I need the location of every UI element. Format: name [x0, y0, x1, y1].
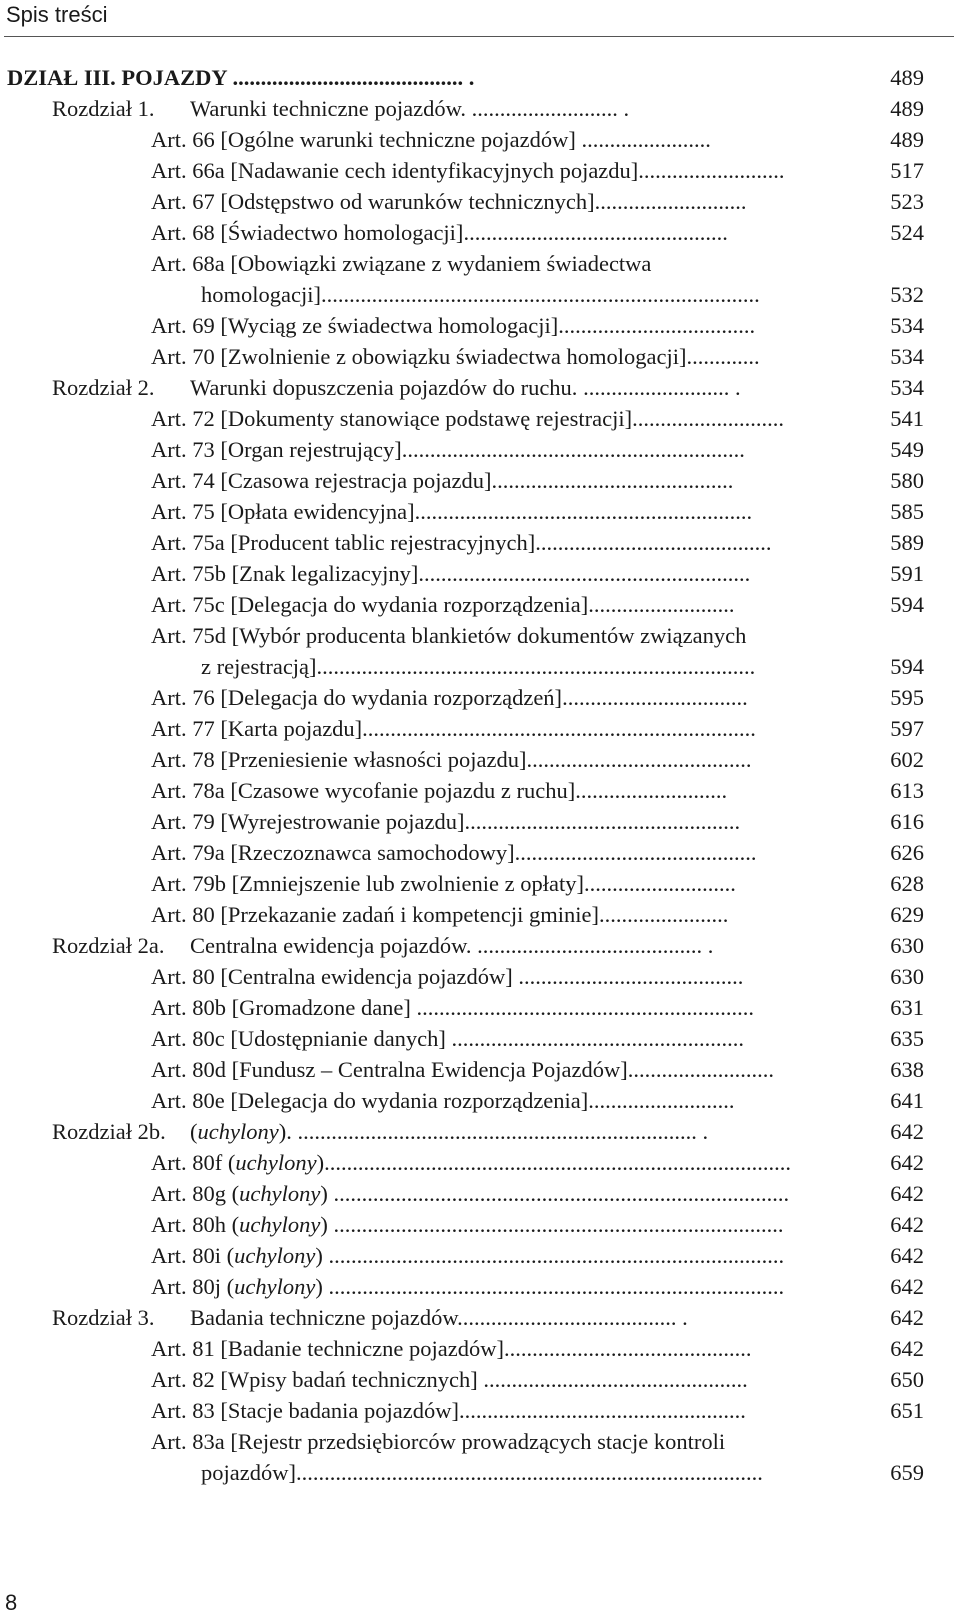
entry-text: pojazdów] — [201, 1460, 296, 1485]
toc-entry-row — [0, 1457, 960, 1488]
page-ref: 534 — [890, 375, 924, 400]
chapter-label: Rozdział 2b. — [52, 1119, 166, 1144]
entry-text: Art. 66a [Nadawanie cech identyfikacyjnych pojazdu] — [151, 158, 639, 183]
toc-entry-title — [151, 124, 711, 155]
page-ref: 638 — [890, 1057, 924, 1082]
leader-dots: ........................................ . — [471, 933, 714, 958]
page-ref: 613 — [890, 778, 924, 803]
entry-text: Art. 80h (uchylony) — [151, 1212, 328, 1237]
page-ref: 585 — [890, 499, 924, 524]
entry-text: Art. 73 [Organ rejestrujący] — [151, 437, 402, 462]
toc-entry-row — [0, 868, 960, 899]
toc-entry-title — [151, 620, 746, 651]
toc-entry-title — [151, 465, 733, 496]
leader-dots: ....................... — [598, 902, 729, 927]
leader-dots: ............................................................. — [401, 437, 745, 462]
leader-dots: .......................... — [627, 1057, 775, 1082]
toc-entry-title — [151, 1364, 748, 1395]
entry-text: Art. 77 [Karta pojazdu] — [151, 716, 363, 741]
leader-dots: ...................................... . — [462, 1305, 688, 1330]
leader-dots: ................................... — [558, 313, 756, 338]
page-ref: 650 — [890, 1367, 924, 1392]
page-ref: 659 — [890, 1460, 924, 1485]
page-ref: 541 — [890, 406, 924, 431]
leader-dots: ................................................... — [459, 1398, 746, 1423]
toc-entry-title — [151, 1085, 735, 1116]
toc-entry-title — [52, 1116, 708, 1147]
leader-dots: ........................... — [594, 189, 747, 214]
leader-dots: ........................................ — [512, 964, 744, 989]
toc-entry-row — [0, 558, 960, 589]
entry-text: Art. 75 [Opłata ewidencyjna] — [151, 499, 415, 524]
toc-entry-row — [0, 1364, 960, 1395]
toc-entry-row — [0, 837, 960, 868]
toc-chapter-row — [0, 1116, 960, 1147]
leader-dots: ....................................................................... . — [291, 1119, 709, 1144]
page-ref: 642 — [890, 1181, 924, 1206]
entry-text: Art. 79a [Rzeczoznawca samochodowy] — [151, 840, 515, 865]
toc-entry-title — [151, 155, 785, 186]
toc-entry-row — [0, 279, 960, 310]
toc-entry-row — [0, 775, 960, 806]
entry-text: Art. 75b [Znak legalizacyjny] — [151, 561, 419, 586]
entry-text: Art. 81 [Badanie techniczne pojazdów] — [151, 1336, 504, 1361]
toc-entry-title — [151, 341, 760, 372]
leader-dots: ............................................ — [503, 1336, 752, 1361]
page-ref: 524 — [890, 220, 924, 245]
entry-text: DZIAŁ III. POJAZDY — [7, 65, 227, 90]
toc-entry-row — [0, 217, 960, 248]
entry-text: Art. 83 [Stacje badania pojazdów] — [151, 1398, 460, 1423]
leader-dots: ........................... — [575, 778, 728, 803]
toc-chapter-row — [0, 93, 960, 124]
entry-text: Art. 75d [Wybór producenta blankietów dokumentów związanych — [151, 623, 747, 648]
page-ref: 534 — [890, 313, 924, 338]
entry-text: Art. 80g (uchylony) — [151, 1181, 328, 1206]
page-ref: 595 — [890, 685, 924, 710]
toc-entry-row — [0, 899, 960, 930]
toc-entry-row — [0, 310, 960, 341]
toc-entry-title — [52, 372, 741, 403]
toc-entry-title — [151, 496, 752, 527]
leader-dots: ........................................ — [526, 747, 752, 772]
toc-entry-row — [0, 1240, 960, 1271]
entry-text: Badania techniczne pojazdów. — [190, 1305, 463, 1330]
entry-text: Art. 78a [Czasowe wycofanie pojazdu z ruchu] — [151, 778, 576, 803]
leader-dots: ............................................................ — [410, 995, 755, 1020]
leader-dots: .......................... — [588, 1088, 735, 1113]
toc-entry-title — [151, 961, 743, 992]
toc-entry-title — [151, 1209, 783, 1240]
page-ref: 642 — [890, 1336, 924, 1361]
toc-entry-row — [0, 620, 960, 651]
leader-dots: ............................................................ — [414, 499, 753, 524]
toc-entry-title — [151, 186, 747, 217]
leader-dots: ................................................................................... — [324, 1150, 791, 1175]
toc-entry-title — [151, 1054, 774, 1085]
entry-text: Art. 80 [Przekazanie zadań i kompetencji gminie] — [151, 902, 599, 927]
page-ref: 589 — [890, 530, 924, 555]
page-ref: 532 — [890, 282, 924, 307]
leader-dots: ................................................................................. — [327, 1181, 790, 1206]
toc-entry-title — [151, 713, 756, 744]
toc-entry-title — [151, 1395, 746, 1426]
entry-text: Art. 80d [Fundusz – Centralna Ewidencja Pojazdów] — [151, 1057, 628, 1082]
entry-text: Art. 79b [Zmniejszenie lub zwolnienie z opłaty] — [151, 871, 584, 896]
entry-text: Art. 69 [Wyciąg ze świadectwa homologacji] — [151, 313, 559, 338]
toc-entry-title — [151, 1023, 744, 1054]
entry-text: Art. 80b [Gromadzone dane] — [151, 995, 411, 1020]
page-ref: 534 — [890, 344, 924, 369]
toc-entry-row — [0, 589, 960, 620]
entry-text: Art. 80e [Delegacja do wydania rozporządzenia] — [151, 1088, 589, 1113]
entry-text: homologacji] — [201, 282, 321, 307]
toc-entry-title — [151, 1178, 789, 1209]
toc-entry-title — [151, 1147, 791, 1178]
toc-entry-row — [0, 124, 960, 155]
page-ref: 597 — [890, 716, 924, 741]
page-ref: 642 — [890, 1243, 924, 1268]
leader-dots: ........................................... — [491, 468, 734, 493]
entry-text: Art. 75a [Producent tablic rejestracyjnych] — [151, 530, 536, 555]
toc-chapter-row — [0, 372, 960, 403]
toc-entry-title — [151, 527, 771, 558]
entry-text: Art. 75c [Delegacja do wydania rozporządzenia] — [151, 592, 589, 617]
page-ref: 651 — [890, 1398, 924, 1423]
entry-text: Art. 83a [Rejestr przedsiębiorców prowadzących stacje kontroli — [151, 1429, 726, 1454]
entry-text: Art. 67 [Odstępstwo od warunków technicznych] — [151, 189, 595, 214]
leader-dots: .................................................... — [445, 1026, 745, 1051]
toc-chapter-row — [0, 930, 960, 961]
toc-entry-title — [151, 775, 727, 806]
toc-entry-row — [0, 1054, 960, 1085]
entry-text: Art. 82 [Wpisy badań technicznych] — [151, 1367, 478, 1392]
toc-entry-title — [151, 310, 755, 341]
toc-entry-row — [0, 186, 960, 217]
toc-entry-row — [0, 682, 960, 713]
toc-entry-row — [0, 1178, 960, 1209]
toc-entry-row — [0, 806, 960, 837]
toc-entry-title — [151, 403, 784, 434]
leader-dots: ........................................... — [514, 840, 757, 865]
chapter-label: Rozdział 1. — [52, 96, 155, 121]
toc-entry-title — [52, 1302, 688, 1333]
entry-text: Warunki techniczne pojazdów. — [190, 96, 466, 121]
leader-dots: ................................................. — [464, 809, 741, 834]
toc-entry-row — [0, 527, 960, 558]
toc-chapter-row — [0, 1302, 960, 1333]
page-ref: 580 — [890, 468, 924, 493]
entry-text: Art. 68a [Obowiązki związane z wydaniem świadectwa — [151, 251, 652, 276]
leader-dots: ................................. — [562, 685, 748, 710]
toc-entry-title — [52, 93, 629, 124]
toc-entry-title — [151, 217, 728, 248]
page-ref: 523 — [890, 189, 924, 214]
toc-entry-title — [151, 837, 756, 868]
page-ref: 549 — [890, 437, 924, 462]
toc-entry-row — [0, 434, 960, 465]
page-ref: 631 — [890, 995, 924, 1020]
toc-entry-title — [151, 1333, 751, 1364]
running-header — [4, 0, 954, 37]
leader-dots: ........................... — [632, 406, 784, 431]
page-ref: 635 — [890, 1026, 924, 1051]
leader-dots: ............. — [686, 344, 760, 369]
toc-entry-row — [0, 496, 960, 527]
leader-dots: .............................................................................. — [320, 282, 760, 307]
page-ref: 642 — [890, 1212, 924, 1237]
page-ref: 489 — [890, 127, 924, 152]
page-ref: 642 — [890, 1305, 924, 1330]
chapter-label: Rozdział 2. — [52, 375, 155, 400]
toc-entry-row — [0, 1333, 960, 1364]
entry-text: z rejestracją] — [201, 654, 317, 679]
page-ref: 642 — [890, 1150, 924, 1175]
entry-text: Art. 79 [Wyrejestrowanie pojazdu] — [151, 809, 465, 834]
toc-entry-title — [151, 1271, 784, 1302]
leader-dots: .............................................................................. — [316, 654, 756, 679]
toc-entry-row — [0, 713, 960, 744]
toc-entry-title — [201, 279, 760, 310]
toc-division-row — [0, 62, 960, 93]
toc-entry-row — [0, 1085, 960, 1116]
toc-entry-row — [0, 341, 960, 372]
entry-text: (uchylony). — [190, 1119, 292, 1144]
toc-entry-title — [151, 589, 735, 620]
toc-entry-title — [151, 1240, 784, 1271]
entry-text: Art. 76 [Delegacja do wydania rozporządzeń] — [151, 685, 563, 710]
toc-entry-row — [0, 155, 960, 186]
entry-text: Art. 80 [Centralna ewidencja pojazdów] — [151, 964, 513, 989]
page-ref: 594 — [890, 592, 924, 617]
entry-text: Art. 74 [Czasowa rejestracja pojazdu] — [151, 468, 492, 493]
leader-dots: .......................... — [638, 158, 785, 183]
toc-entry-row — [0, 1147, 960, 1178]
toc-entry-title — [151, 434, 745, 465]
leader-dots: ......................................... . — [226, 65, 475, 90]
toc-entry-title — [52, 930, 713, 961]
leader-dots: ................................................................................. — [322, 1274, 785, 1299]
entry-text: Art. 78 [Przeniesienie własności pojazdu] — [151, 747, 527, 772]
toc-entry-title — [151, 899, 728, 930]
page-ref: 642 — [890, 1274, 924, 1299]
entry-text: Art. 70 [Zwolnienie z obowiązku świadectwa homologacji] — [151, 344, 687, 369]
toc-entry-title — [151, 558, 750, 589]
toc-entry-row — [0, 1395, 960, 1426]
toc-entry-row — [0, 248, 960, 279]
toc-entry-title — [151, 992, 754, 1023]
entry-text: Art. 80j (uchylony) — [151, 1274, 323, 1299]
page-ref: 616 — [890, 809, 924, 834]
toc-entry-title — [201, 1457, 763, 1488]
entry-text: Art. 80c [Udostępnianie danych] — [151, 1026, 446, 1051]
toc-entry-title — [151, 682, 748, 713]
page-ref: 630 — [890, 933, 924, 958]
toc-entry-row — [0, 1426, 960, 1457]
chapter-label: Rozdział 3. — [52, 1305, 155, 1330]
leader-dots: ............................................... — [477, 1367, 748, 1392]
toc-entry-title — [7, 62, 474, 93]
page-ref: 628 — [890, 871, 924, 896]
toc-entry-title — [151, 868, 736, 899]
page-ref: 641 — [890, 1088, 924, 1113]
page-ref: 517 — [890, 158, 924, 183]
leader-dots: ...................................................................... — [362, 716, 756, 741]
toc-entry-row — [0, 744, 960, 775]
entry-text: Warunki dopuszczenia pojazdów do ruchu. — [190, 375, 578, 400]
page-ref: 489 — [890, 65, 924, 90]
toc-entry-row — [0, 651, 960, 682]
toc-entry-row — [0, 1271, 960, 1302]
leader-dots: .......................................... — [535, 530, 772, 555]
chapter-label: Rozdział 2a. — [52, 933, 165, 958]
leader-dots: .......................... . — [577, 375, 741, 400]
page-ref: 630 — [890, 964, 924, 989]
leader-dots: ................................................................................ — [327, 1212, 784, 1237]
page-ref: 602 — [890, 747, 924, 772]
page-ref: 594 — [890, 654, 924, 679]
header-title: Spis treści — [6, 2, 108, 27]
entry-text: Art. 68 [Świadectwo homologacji] — [151, 220, 464, 245]
toc-entry-row — [0, 961, 960, 992]
toc-entry-row — [0, 465, 960, 496]
toc-entry-title — [201, 651, 755, 682]
page-ref: 629 — [890, 902, 924, 927]
toc-entry-title — [151, 744, 752, 775]
toc-entry-row — [0, 403, 960, 434]
page-ref: 626 — [890, 840, 924, 865]
page-ref: 591 — [890, 561, 924, 586]
toc-entry-row — [0, 1209, 960, 1240]
leader-dots: .......................... . — [466, 96, 630, 121]
page-ref: 489 — [890, 96, 924, 121]
page-ref: 642 — [890, 1119, 924, 1144]
entry-text: Art. 80f (uchylony) — [151, 1150, 325, 1175]
leader-dots: ................................................................................. — [322, 1243, 785, 1268]
entry-text: Centralna ewidencja pojazdów. — [190, 933, 472, 958]
toc-entry-title — [151, 248, 651, 279]
toc-entry-title — [151, 806, 740, 837]
entry-text: Art. 72 [Dokumenty stanowiące podstawę rejestracji] — [151, 406, 633, 431]
leader-dots: ....................... — [575, 127, 711, 152]
toc-entry-row — [0, 992, 960, 1023]
toc-entry-title — [151, 1426, 725, 1457]
leader-dots: .......................... — [588, 592, 735, 617]
leader-dots: ............................................... — [463, 220, 728, 245]
toc-entry-row — [0, 1023, 960, 1054]
leader-dots: ................................................................................... — [295, 1460, 763, 1485]
leader-dots: ........................... — [584, 871, 736, 896]
entry-text: Art. 66 [Ogólne warunki techniczne pojazdów] — [151, 127, 576, 152]
table-of-contents — [0, 62, 960, 1488]
page-number: 8 — [5, 1590, 18, 1615]
entry-text: Art. 80i (uchylony) — [151, 1243, 323, 1268]
leader-dots: ........................................................... — [418, 561, 751, 586]
